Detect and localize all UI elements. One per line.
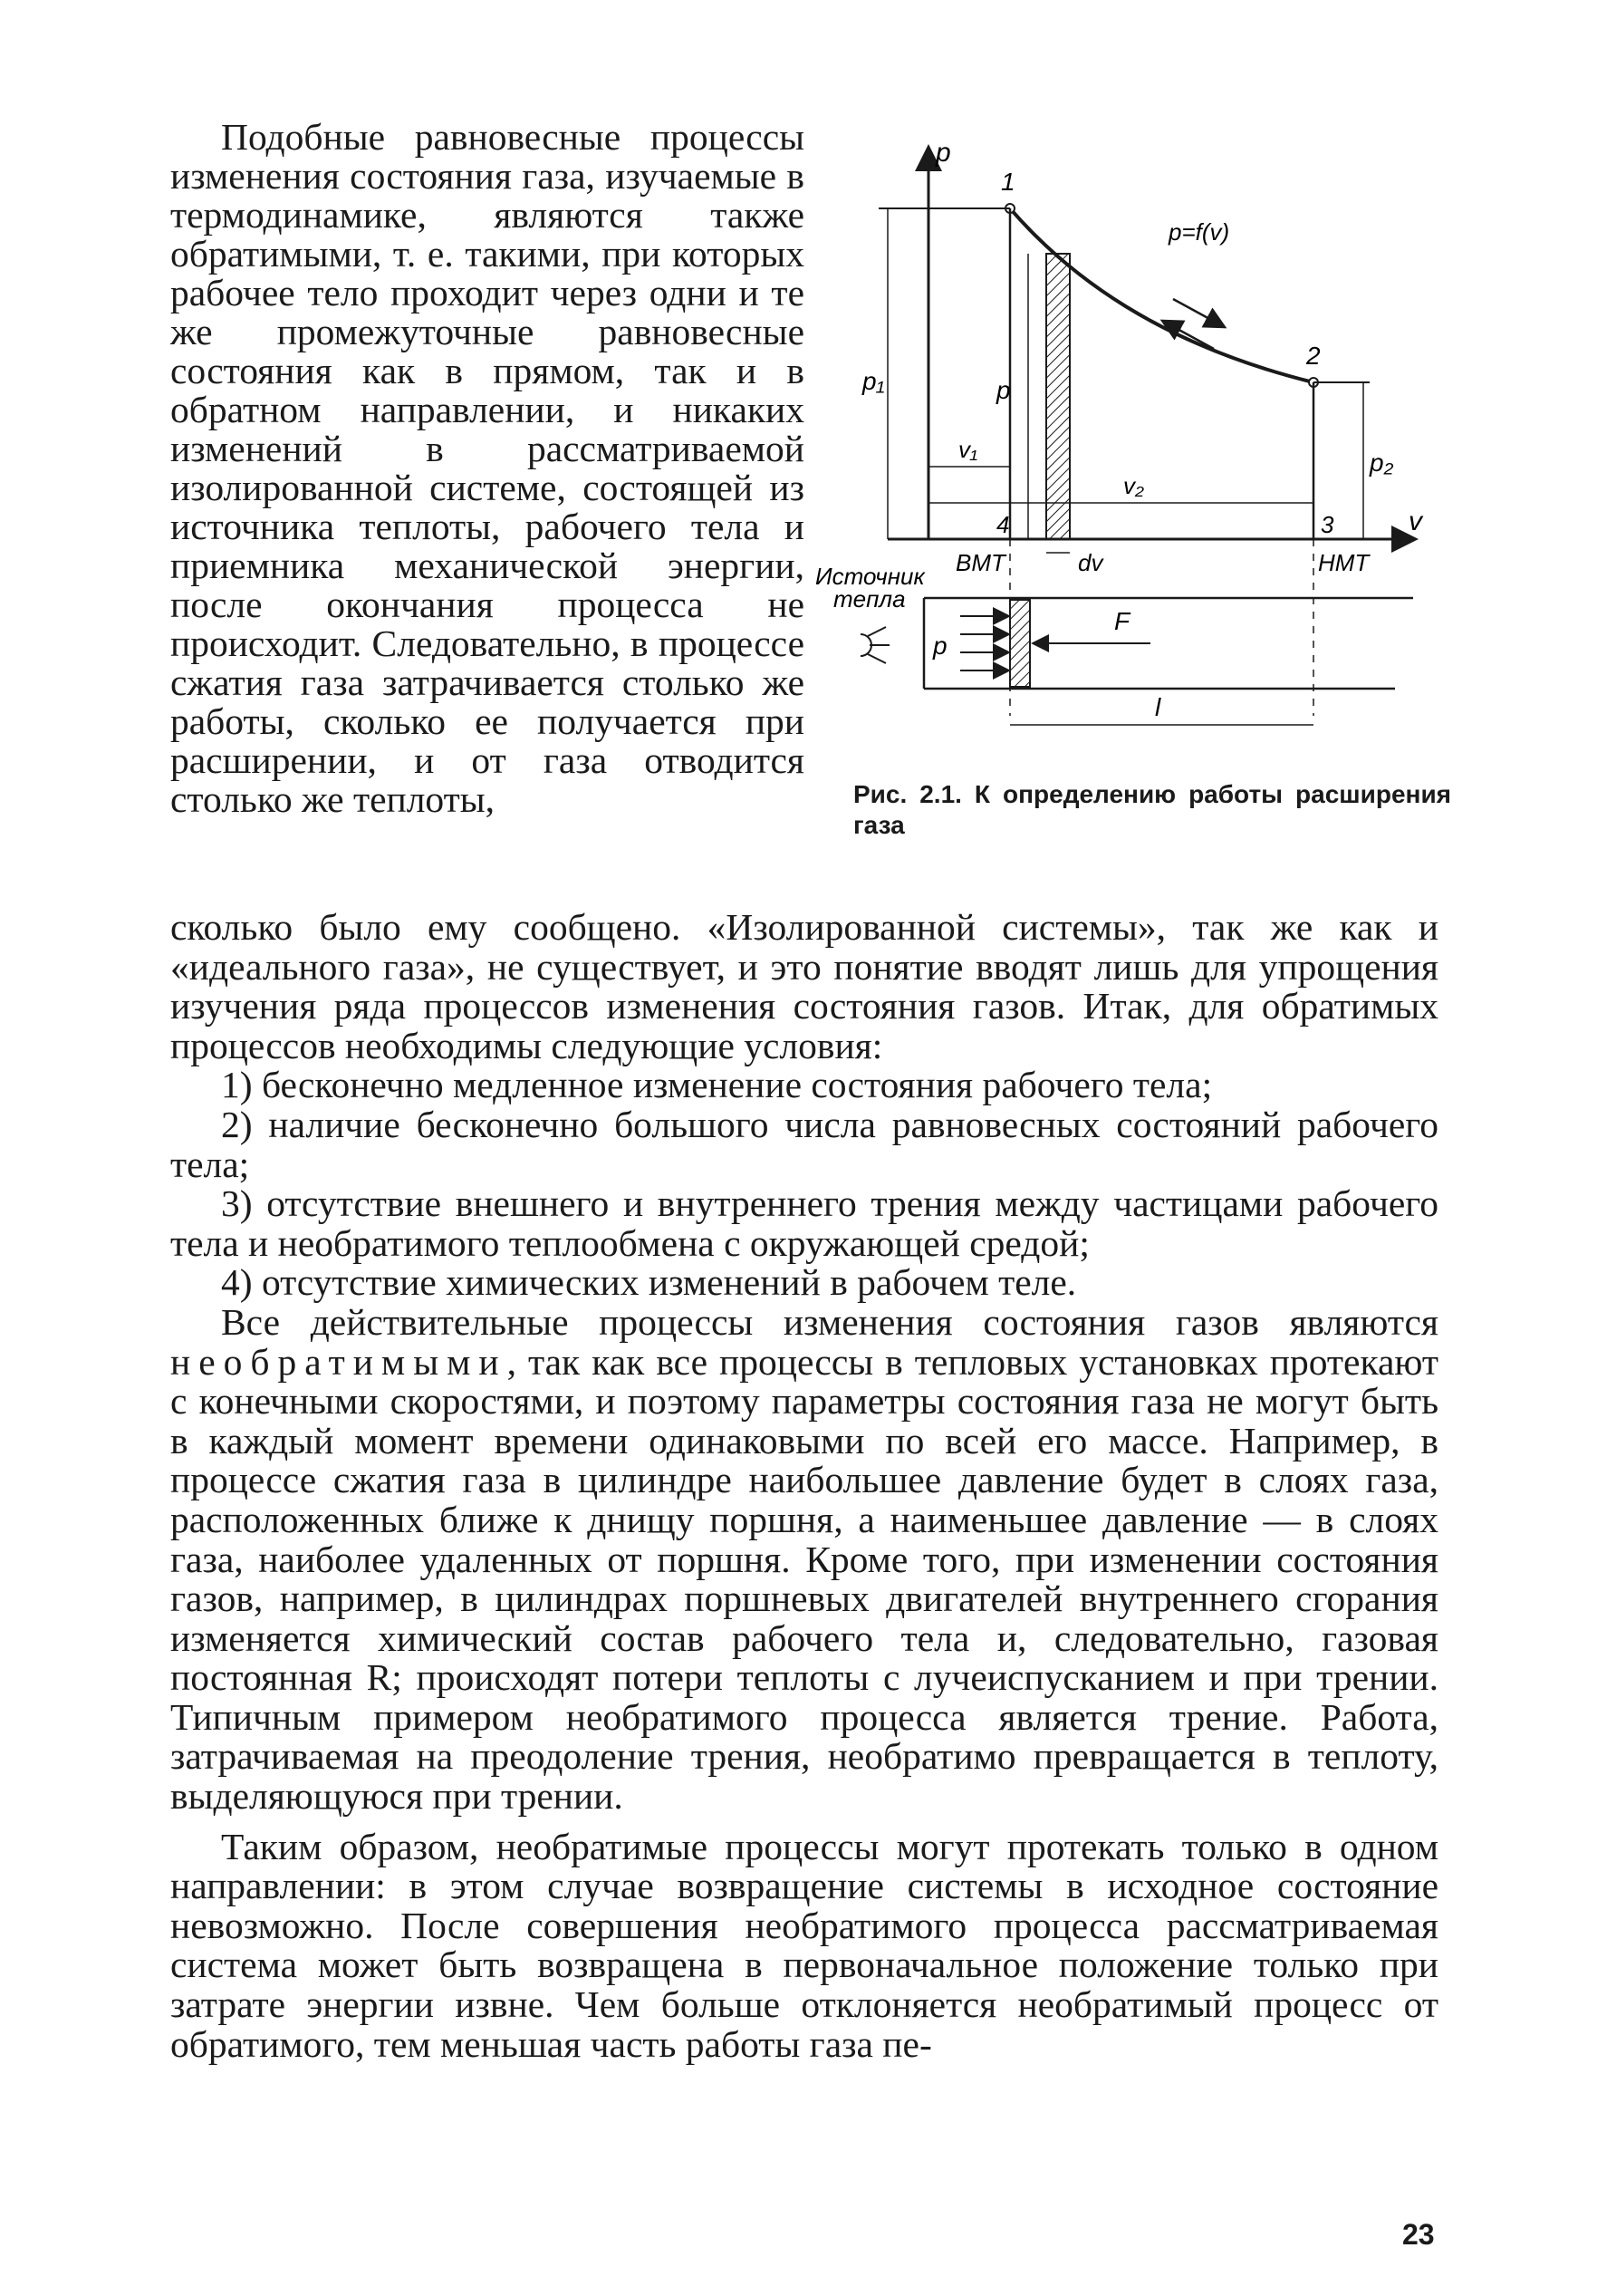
piston-pressure-label: p <box>933 632 948 660</box>
point-3-label: 3 <box>1321 511 1334 538</box>
dv-label: dv <box>1078 549 1103 576</box>
expansion-arrow <box>1173 299 1223 326</box>
intro-paragraph-block <box>170 118 804 819</box>
elementary-work-strip <box>1046 254 1070 539</box>
irreversible-rest: , так как все процессы в тепловых установках протекают с конечными скоростями, и поэтому параметры состояния газа не могут быть в каждый момент времени одинаковыми по всей его массе. Например, в процессе сжатия газа в цилиндре наибольшее давление будет в слоях газа, расположенных ближе к днищу поршня, а наименьшее давление — в слоях газа, наиболее удаленных от поршня. Кроме того, при изменении состояния газов, например, в цилиндрах поршневых двигателей внутреннего сгорания изменяется химический состав рабочего тела и, следовательно, газовая постоянная R; происходят потери теплоты с лучеиспусканием и при трении. Типичным примером необратимого процесса является трение. Работа, затрачиваемая на преодоление трения, необратимо превращается в теплоту, выделяющуюся при трении. <box>170 1340 1438 1818</box>
heat-source-label-1: Источник <box>815 563 925 590</box>
point-1-label: 1 <box>1001 168 1015 196</box>
sun-icon <box>861 627 890 663</box>
intro-continuation: сколько было ему сообщено. «Изолированной системы», так же как и «идеального газа», не существует, и это понятие вводят лишь для упрощения изучения ряда процессов изменения состояния газов. Итак, для обратимых процессов необходимы следующие условия: <box>170 906 1438 1066</box>
irreversible-emphasis: необратимыми <box>170 1340 507 1383</box>
condition-2: 2) наличие бесконечно большого числа равновесных состояний рабочего тела; <box>170 1103 1438 1185</box>
p1-label: p₁ <box>862 367 885 395</box>
stroke-label: l <box>1155 693 1161 721</box>
irreversible-lead: Все действительные процессы изменения состояния газов являются <box>221 1300 1438 1343</box>
p-mid-label: p <box>996 376 1011 404</box>
condition-1: 1) бесконечно медленное изменение состояния рабочего тела; <box>221 1064 1213 1106</box>
curve-label: p=f(v) <box>1169 218 1230 246</box>
pv-diagram <box>815 127 1449 779</box>
point-4-label: 4 <box>996 511 1010 538</box>
p-axis-label: p <box>936 138 951 168</box>
nmt-label: НМТ <box>1318 549 1370 576</box>
point-2-label: 2 <box>1306 342 1321 370</box>
heat-source-label-2: теплa <box>833 585 906 613</box>
final-paragraph: Таким образом, необратимые процессы могут протекать только в одном направлении: в этом случае возвращение системы в исходное состояние невозможно. После совершения необратимого процесса рассматриваемая система может быть возвращена в первоначальное положение только при затрате энергии извне. Чем больше отклоняется необратимый процесс от обратимого, тем меньшая часть работы газа пе- <box>170 1825 1438 2065</box>
force-label: F <box>1114 607 1130 635</box>
bmt-label: ВМТ <box>956 549 1005 576</box>
figure-caption-text: Рис. 2.1. К определению работы расширения газа <box>853 780 1451 839</box>
v2-label: v₂ <box>1123 472 1144 499</box>
v-axis-label: v <box>1409 506 1422 536</box>
p2-label: p₂ <box>1370 449 1394 477</box>
irreversible-paragraph <box>170 1300 1438 1818</box>
intro-paragraph: Подобные равновесные процессы изменения состояния газа, изучаемые в термодинамике, являются также обратимыми, т. е. такими, при которых рабочее тело проходит через одни и те же промежуточные равновесные состояния как в прямом, так и в обратном направлении, и никаких изменений в рассматриваемой изолированной системе, состоящей из источника теплоты, рабочего тела и приемника механической энергии, после окончания процесса не происходит. Следовательно, в процессе сжатия газа затрачивается столько же работы, сколько ее получается при расширении, и от газа отводится столько же теплоты, <box>170 116 804 820</box>
condition-3: 3) отсутствие внешнего и внутреннего трения между частицами рабочего тела и необратимого теплообмена с окружающей средой; <box>170 1182 1438 1264</box>
piston <box>1010 600 1030 687</box>
v1-label: v₁ <box>958 436 978 463</box>
body-text <box>170 908 1438 2064</box>
condition-4: 4) отсутствие химических изменений в рабочем теле. <box>221 1261 1077 1304</box>
figure-caption <box>853 779 1451 841</box>
page-number: 23 <box>1402 2218 1435 2251</box>
compression-arrow <box>1164 322 1214 349</box>
